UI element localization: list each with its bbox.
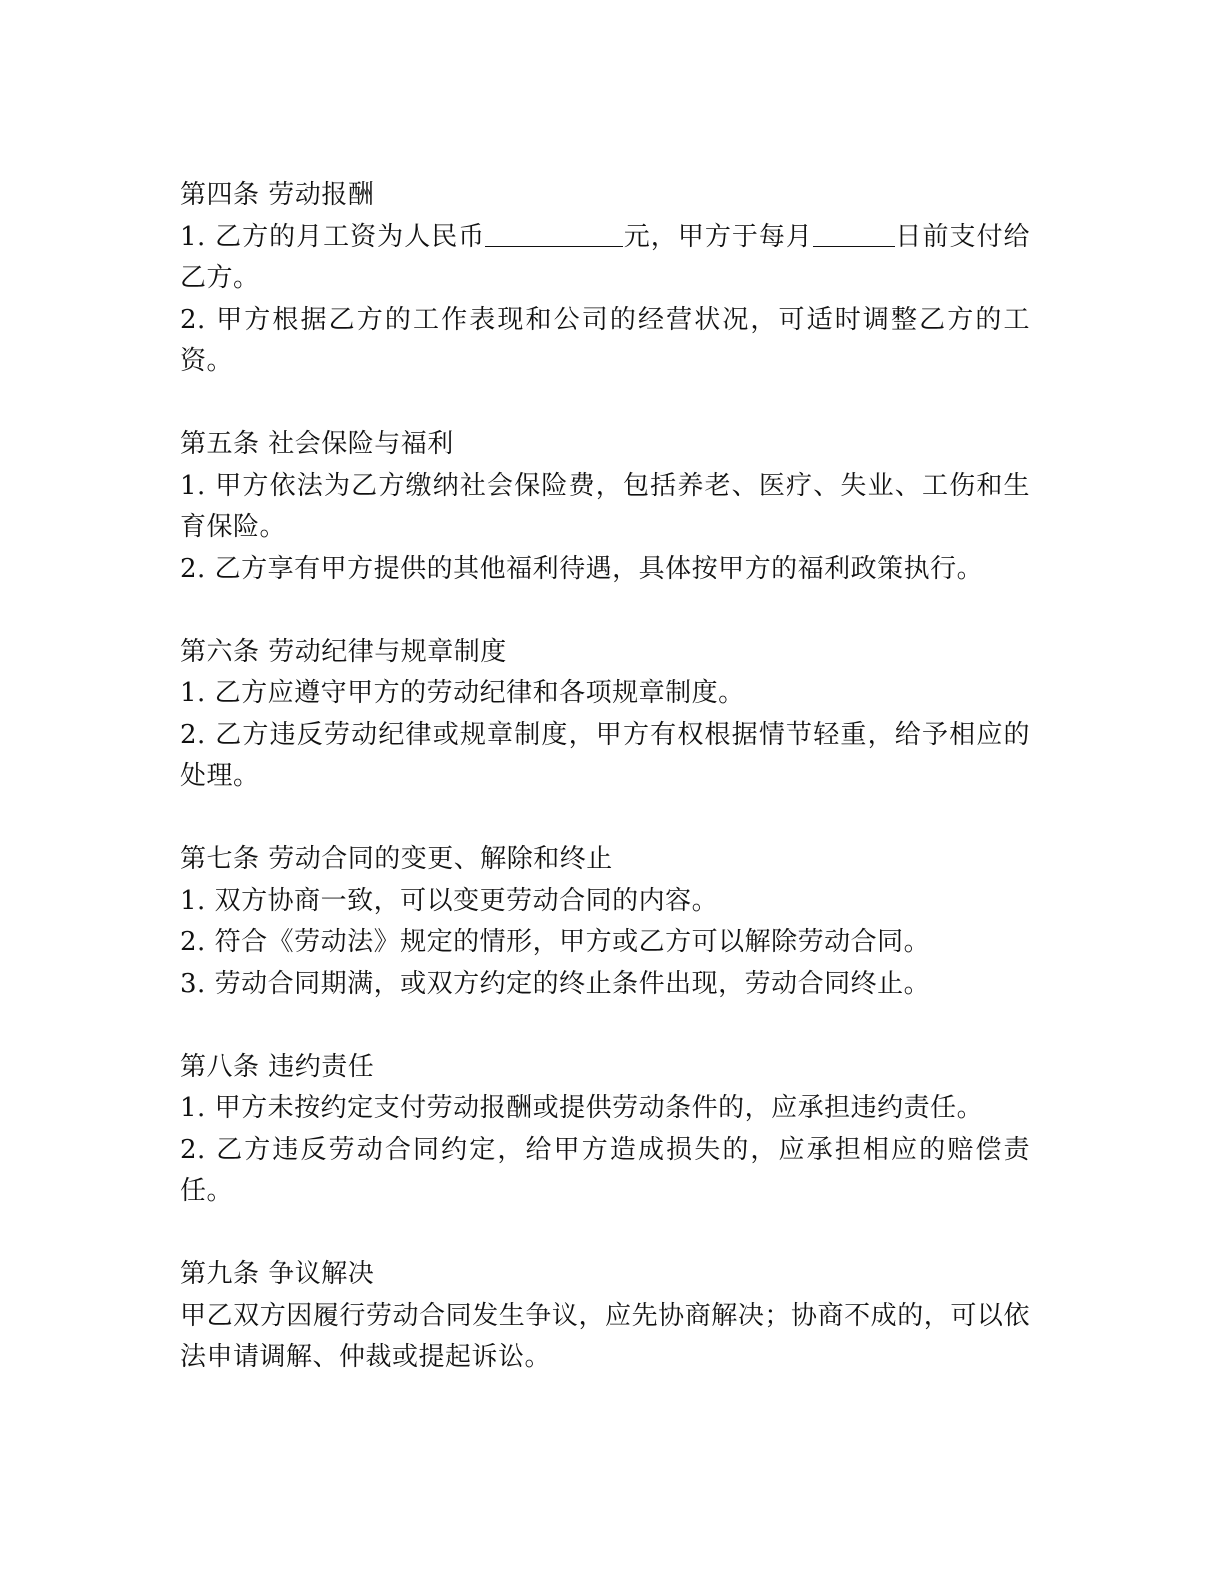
- article-8-liability: [180, 1047, 1030, 1213]
- article-heading: 第七条 劳动合同的变更、解除和终止: [180, 844, 613, 874]
- article-heading: 第八条 违约责任: [180, 1051, 375, 1082]
- article-4-labor-remuneration: [180, 175, 1030, 383]
- article-heading: 第六条 劳动纪律与规章制度: [180, 636, 507, 667]
- article-heading: 第五条 社会保险与福利: [180, 429, 454, 459]
- article-heading: 第四条 劳动报酬: [180, 180, 375, 210]
- article-7-contract-change: [180, 839, 1030, 1005]
- pay-day-blank: [813, 220, 895, 247]
- clause-text: 元，甲方于每月: [623, 221, 813, 252]
- article-5-social-insurance: [180, 424, 1030, 590]
- article-9-dispute-resolution: [180, 1254, 1030, 1379]
- article-heading: 第九条 争议解决: [180, 1259, 375, 1289]
- article-6-labor-discipline: [180, 632, 1030, 798]
- clause-text: 1. 甲方依法为乙方缴纳社会保险费，包括养老、医疗、失业、工伤和生育保险。: [180, 470, 1030, 542]
- clause-text: 2. 符合《劳动法》规定的情形，甲方或乙方可以解除劳动合同。: [180, 927, 931, 957]
- clause-text: 1. 双方协商一致，可以变更劳动合同的内容。: [180, 885, 719, 916]
- clause-text: 1. 乙方应遵守甲方的劳动纪律和各项规章制度。: [180, 678, 745, 708]
- clause-text: 1. 甲方未按约定支付劳动报酬或提供劳动条件的，应承担违约责任。: [180, 1093, 984, 1123]
- clause-text: 日前支付给乙方。: [180, 221, 1030, 293]
- clause-text: 2. 乙方违反劳动纪律或规章制度，甲方有权根据情节轻重，给予相应的处理。: [180, 719, 1030, 791]
- clause-text: 甲乙双方因履行劳动合同发生争议，应先协商解决；协商不成的，可以依法申请调解、仲裁或提起诉讼。: [180, 1300, 1030, 1372]
- clause-text: 1. 乙方的月工资为人民币: [180, 221, 486, 252]
- salary-amount-blank: [485, 220, 623, 247]
- contract-body: [180, 175, 1030, 1420]
- clause-text: 3. 劳动合同期满，或双方约定的终止条件出现，劳动合同终止。: [180, 968, 931, 999]
- clause-monthly-salary: [180, 217, 1030, 300]
- clause-text: 2. 甲方根据乙方的工作表现和公司的经营状况，可适时调整乙方的工资。: [180, 304, 1030, 376]
- clause-text: 2. 乙方享有甲方提供的其他福利待遇，具体按甲方的福利政策执行。: [180, 553, 984, 584]
- clause-text: 2. 乙方违反劳动合同约定，给甲方造成损失的，应承担相应的赔偿责任。: [180, 1134, 1030, 1206]
